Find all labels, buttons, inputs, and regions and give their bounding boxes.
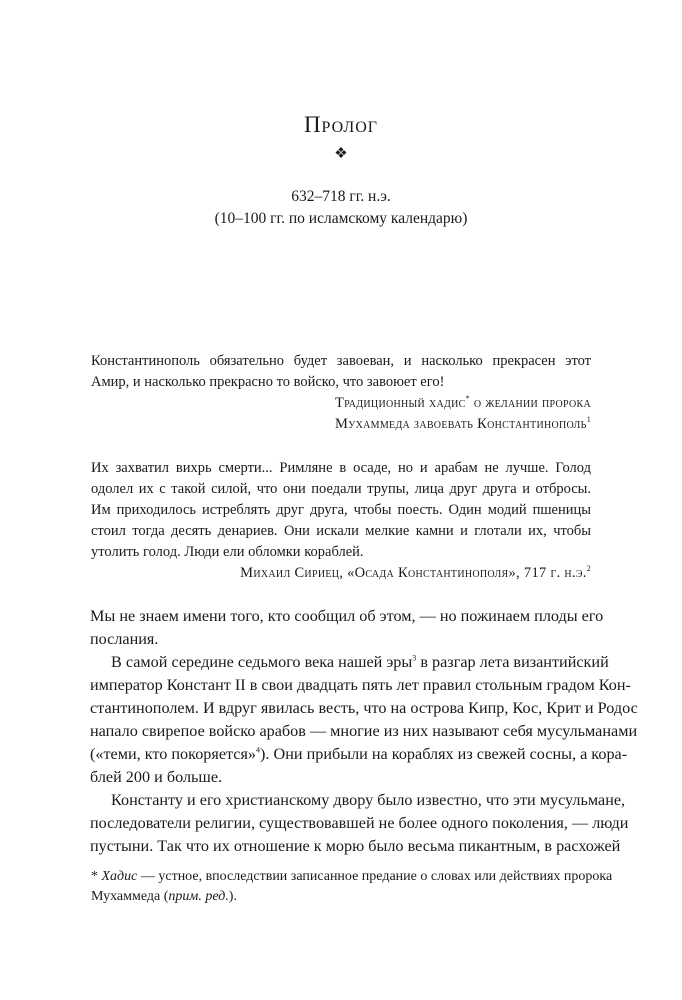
footnote-line-2: Мухаммеда (прим. ред.). [91,889,237,904]
epigraph-2-line: утолить голод. Люди ели обломки кораблей. [91,544,364,560]
body-line: послания. [90,630,159,648]
epigraph-2-line: Их захватил вихрь смерти... Римляне в осаде, но и арабам не лучше. Голод [91,460,591,476]
epigraph-1-attribution-line-1: Традиционный хадис* о желании пророка [335,394,591,411]
epigraph-1 [91,351,591,435]
epigraph-2-line: стоил тогда десять денариев. Они искали мелкие камни и глотали их, чтобы [91,523,591,539]
dates-line-2: (10–100 гг. по исламскому календарю) [214,210,468,227]
body-line: Константу и его христианскому двору было известно, что эти мусульмане, [111,791,626,809]
body-line: В самой середине седьмого века нашей эры$^3$ в разгар лета византийский [111,653,609,671]
chapter-dates [0,186,682,230]
body-line: император Констант II в свои двадцать пять лет правил стольным градом Кон- [90,676,631,694]
dates-line-1: 632–718 гг. н.э. [291,188,391,205]
body-line: пустыни. Так что их отношение к морю было весьма пикантным, в расхожей [90,837,621,855]
body-line: Мы не знаем имени того, кто сообщил об этом, — но пожинаем плоды его [90,607,604,625]
epigraph-2-line: Им приходилось истреблять друг друга, чтобы поесть. Один модий пшеницы [91,502,591,518]
body-line: блей 200 и больше. [90,768,223,786]
chapter-title: Пролог [303,112,379,137]
epigraph-2-line: одолел их с такой силой, что они поедали трупы, лица друг друга и отбросы. [91,481,591,497]
epigraph-1-attribution-line-2: Мухаммеда завоевать Константинополь$^1$ [335,415,591,432]
footnote [91,867,613,907]
epigraph-1-line: Амир, и насколько прекрасно то войско, что завоюет его! [91,374,445,390]
body-line: стантинополем. И вдруг явилась весть, что на острова Кипр, Кос, Крит и Родос [90,699,638,717]
body-text [90,605,638,858]
ornament-icon: ❖ [334,146,348,162]
epigraph-1-line: Константинополь обязательно будет завоеван, и насколько прекрасен этот [91,353,591,369]
body-line: последователи религии, существовавшей не более одного поколения, — люди [90,814,629,832]
epigraph-2-attribution: Михаил Сириец, «Осада Константинополя», 717 г. н.э.$^2$ [240,564,591,581]
body-line: («теми, кто покоряется»$^4$). Они прибыли на кораблях из свежей сосны, а кора- [90,745,628,763]
footnote-line-1: * Хадис — устное, впоследствии записанное предание о словах или действиях пророка [91,869,613,884]
epigraph-2 [91,458,591,584]
body-line: напало свирепое войско арабов — многие из них называют себя мусульманами [90,722,638,740]
